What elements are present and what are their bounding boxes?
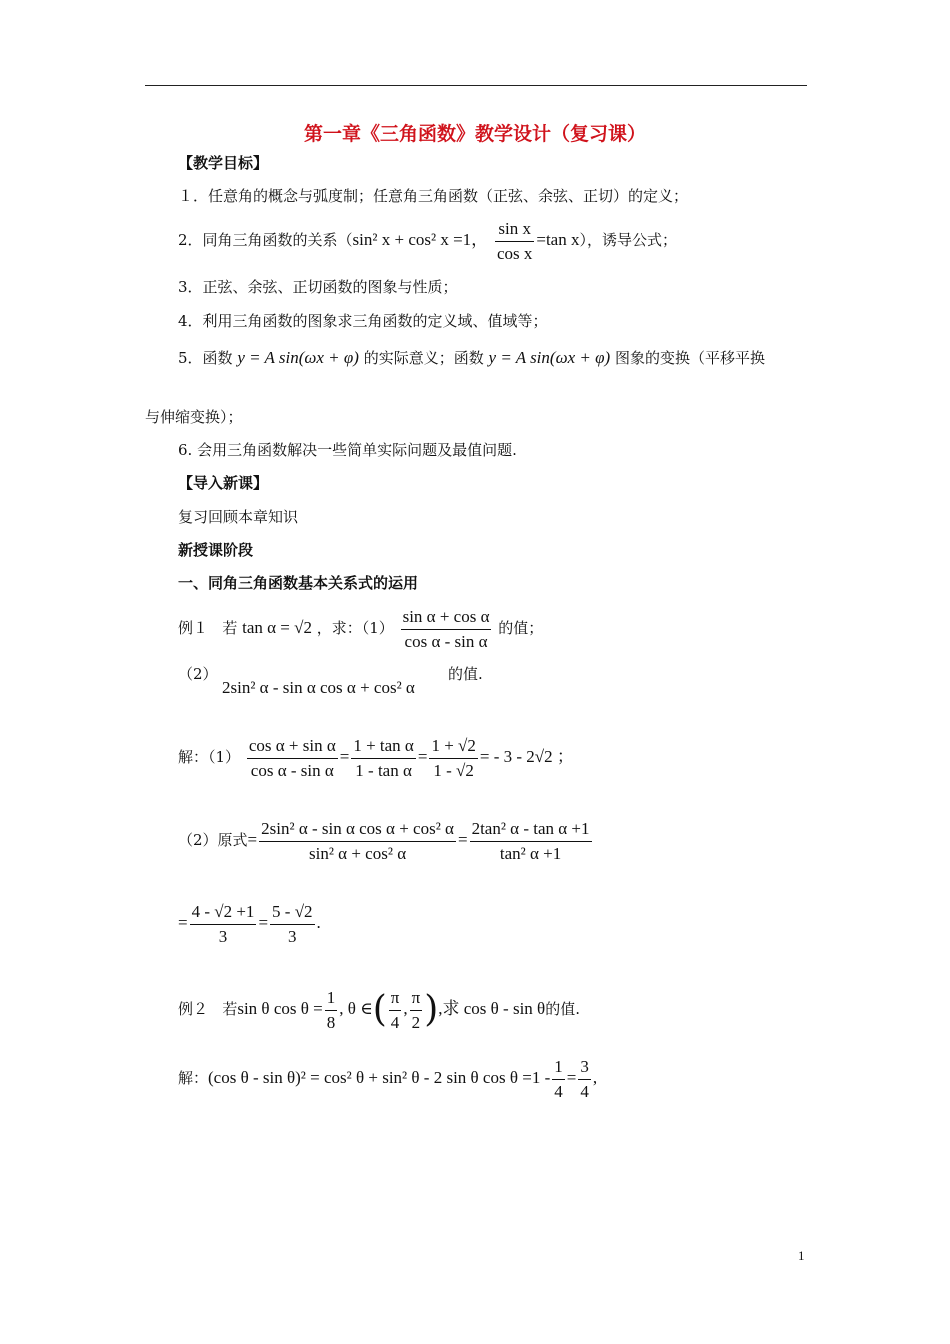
solution-1-part-2-continued: [178, 898, 321, 949]
interval-start-denominator: 4: [390, 1012, 400, 1032]
example-1-q2-expr: 2sin² α - sin α cos α + cos² α: [222, 678, 415, 697]
equals-sign: =: [417, 747, 428, 766]
objective-2: [178, 216, 677, 266]
example-1-cond-prefix: 若: [222, 619, 238, 637]
equals-sign: =: [258, 913, 269, 932]
objective-5: [178, 344, 765, 372]
s2-frac-1-numerator: 1: [552, 1055, 565, 1080]
objective-2-fraction: [495, 217, 534, 266]
example-2-condition: sin θ cos θ =: [237, 999, 323, 1018]
objective-5-formula-1: y = A sin(ωx + φ): [237, 348, 359, 367]
example-1-q2-suffix: 的值.: [448, 665, 483, 683]
example-2-cond-fraction: [325, 986, 338, 1035]
example-2-ask: ,求 cos θ - sin θ: [438, 999, 546, 1018]
page-title: 第一章《三角函数》教学设计（复习课）: [303, 123, 646, 145]
cond-numerator: 1: [325, 986, 338, 1011]
equals-sign: =: [457, 830, 468, 849]
example-1-q1-suffix: 的值；: [498, 619, 544, 637]
frac-3-numerator: 1 + √2: [429, 734, 477, 759]
s2-frac-2-numerator: 3: [578, 1055, 591, 1080]
h1-numerator: 4 - √2 +1: [190, 900, 257, 925]
solution-1-frac-1: [247, 734, 338, 783]
equals-sign: =: [566, 1068, 577, 1087]
example-2-theta-in: , θ ∈: [339, 999, 373, 1018]
interval-start: [389, 986, 402, 1035]
intro-heading: 【导入新课】: [178, 474, 269, 492]
interval-end-numerator: π: [410, 986, 423, 1011]
solution-1-frac-3: [429, 734, 477, 783]
example-1-ask: ，求：（1）: [316, 619, 394, 637]
objective-5-a: 5．函数: [178, 349, 233, 367]
page-number: 1: [798, 1248, 805, 1263]
example-2-label: 例２: [178, 1000, 209, 1018]
fraction-numerator: sin x: [495, 217, 534, 242]
interval-start-numerator: π: [389, 986, 402, 1011]
solution-1-g1: [259, 817, 456, 866]
stage-heading: 新授课阶段: [178, 541, 254, 559]
solution-1-end: .: [316, 913, 321, 932]
solution-2-frac-2: [578, 1055, 591, 1104]
objective-6: 6. 会用三角函数解决一些简单实际问题及最值问题.: [178, 441, 517, 459]
right-paren: ): [424, 989, 439, 1030]
example-1: [178, 603, 543, 654]
example-2-ask-suffix: 的值.: [545, 1000, 580, 1018]
cond-denominator: 8: [326, 1012, 336, 1032]
objective-2-rhs: =tan x: [536, 230, 580, 249]
equals-sign: =: [247, 830, 258, 849]
g1-denominator: sin² α + cos² α: [309, 843, 407, 863]
s2-frac-1-denominator: 4: [554, 1081, 563, 1101]
frac-1-denominator: cos α - sin α: [250, 760, 334, 780]
solution-1-result: = - 3 - 2√2 ；: [479, 747, 574, 766]
header-rule: [145, 85, 807, 86]
solution-2-end: ,: [592, 1068, 598, 1087]
solution-1-part-1: [178, 732, 574, 783]
fraction-denominator: cos x: [496, 243, 533, 263]
left-paren: (: [372, 989, 387, 1030]
solution-1-h2: [270, 900, 315, 949]
q1-denominator: cos α - sin α: [404, 631, 488, 651]
objective-4: 4．利用三角函数的图象求三角函数的定义域、值域等；: [178, 312, 548, 330]
objective-5-formula-2: y = A sin(ωx + φ): [488, 348, 611, 367]
objective-5-wrap: 与伸缩变换）；: [145, 408, 243, 426]
solution-1-part-2: [178, 815, 594, 866]
interval-comma: ,: [403, 999, 408, 1018]
objective-3: 3．正弦、余弦、正切函数的图象与性质；: [178, 278, 458, 296]
equals-sign: =: [178, 913, 188, 932]
example-1-q1-fraction: [401, 605, 492, 654]
solution-2-frac-1: [552, 1055, 565, 1104]
q1-numerator: sin α + cos α: [401, 605, 492, 630]
objective-1: １．任意角的概念与弧度制；任意角三角函数（正弦、余弦、正切）的定义；: [178, 187, 689, 205]
objective-5-b: 的实际意义；函数: [363, 349, 484, 367]
h1-denominator: 3: [218, 926, 228, 946]
example-2-cond-prefix: 若: [222, 1000, 238, 1018]
objective-2-prefix: 2．同角三角函数的关系（: [178, 231, 353, 249]
g2-numerator: 2tan² α - tan α +1: [470, 817, 592, 842]
example-1-label: 例１: [178, 619, 209, 637]
solution-2-label: 解：: [178, 1069, 209, 1087]
frac-2-numerator: 1 + tan α: [351, 734, 416, 759]
solution-1-p2-label: （2）原式: [178, 831, 248, 849]
interval-end-denominator: 2: [411, 1012, 421, 1032]
solution-2-expr: (cos θ - sin θ)² = cos² θ + sin² θ - 2 sin θ cos θ =1 -: [208, 1068, 551, 1087]
interval-end: [410, 986, 423, 1035]
objective-5-c: 图象的变换（平移平换: [614, 349, 765, 367]
g2-denominator: tan² α +1: [499, 843, 562, 863]
objective-2-suffix: ），诱导公式；: [579, 231, 677, 249]
h2-denominator: 3: [288, 926, 297, 946]
frac-1-numerator: cos α + sin α: [247, 734, 338, 759]
intro-text: 复习回顾本章知识: [178, 508, 299, 526]
example-1-condition: tan α = √2: [242, 618, 312, 637]
solution-2: [178, 1053, 597, 1104]
solution-1-h1: [190, 900, 257, 949]
example-1-q2-label: （2）: [178, 665, 218, 683]
solution-1-g2: [470, 817, 592, 866]
solution-1-frac-2: [351, 734, 416, 783]
equals-sign: =: [339, 747, 350, 766]
g1-numerator: 2sin² α - sin α cos α + cos² α: [259, 817, 456, 842]
s2-frac-2-denominator: 4: [580, 1081, 589, 1101]
frac-3-denominator: 1 - √2: [433, 760, 474, 780]
example-2: [178, 984, 580, 1035]
frac-2-denominator: 1 - tan α: [355, 760, 412, 780]
objective-2-formula: sin² x + cos² x =1，: [352, 230, 489, 249]
h2-numerator: 5 - √2: [270, 900, 315, 925]
objectives-heading: 【教学目标】: [178, 154, 269, 172]
solution-1-label: 解：（1）: [178, 748, 241, 766]
part1-heading: 一、同角三角函数基本关系式的运用: [178, 574, 419, 592]
